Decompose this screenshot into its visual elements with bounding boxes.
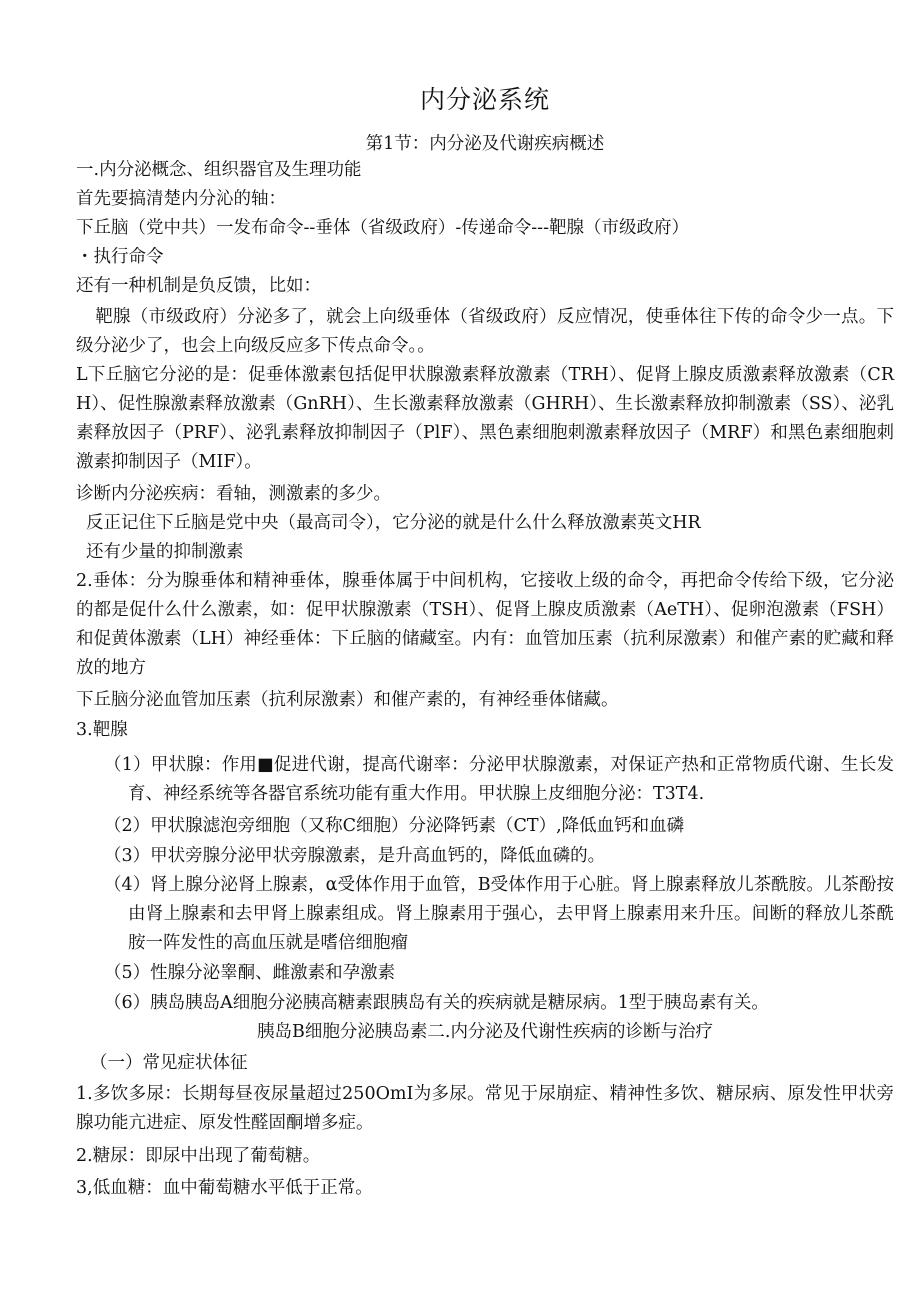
heading-endocrine-concepts: 一.内分泌概念、组织器官及生理功能 [76, 160, 362, 180]
text-line: 反正记住下丘脑是党中央（最高司令），它分泌的就是什么什么释放激素英文HR [86, 513, 701, 533]
list-item-adrenal: （4）肾上腺分泌肾上腺素，α受体作用于血管，B受体作用于心脏。肾上腺素释放儿茶酰胺。儿茶酚按由肾上腺素和去甲肾上腺素组成。肾上腺素用于强心，去甲肾上腺素用来升压。间断的释放儿茶酰胺一阵发性的高血压就是嗜倍细胞瘤 [104, 875, 894, 953]
paragraph-hypothalamus: L下丘脑它分泌的是：促垂体激素包括促甲状腺激素释放激素（TRH）、促肾上腺皮质激素释放激素（CRH）、促性腺激素释放激素（GnRH）、生长激素释放激素（GHRH）、生长激素释放抑制激素（SS）、泌乳素释放因子（PRF）、泌乳素释放抑制因子（PlF）、黑色素细胞刺激素释放因子（MRF）和黑色素细胞刺激素抑制因子（MIF）。 [76, 365, 894, 472]
text-line: 下丘脑（党中共）一发布命令--垂体（省级政府）-传递命令---靶腺（市级政府） [76, 218, 689, 238]
list-item-gonad: （5）性腺分泌睾酮、雌激素和孕激素 [104, 963, 396, 983]
paragraph-pituitary: 2.垂体：分为腺垂体和精神垂体，腺垂体属于中间机构，它接收上级的命令，再把命令传给下级，它分泌的都是促什么什么激素，如：促甲状腺激素（TSH）、促肾上腺皮质激素（AeTH）、促卵泡激素（FSH）和促黄体激素（LH）神经垂体：下丘脑的储藏室。内有：血管加压素（抗利尿激素）和催产素的贮藏和释放的地方 [76, 571, 894, 678]
text-line: 2.糖尿：即尿中出现了葡萄糖。 [76, 1146, 321, 1166]
text-line: 首先要搞清楚内分沁的轴： [76, 189, 286, 209]
paragraph-polyuria: 1.多饮多尿：长期每昼夜尿量超过250OmI为多尿。常见于尿崩症、精神性多饮、糖尿病、原发性甲状旁腺功能亢进症、原发性醛固酮增多症。 [76, 1084, 894, 1133]
section-heading: 第1节：内分泌及代谢疾病概述 [365, 134, 605, 154]
text-line: 诊断内分泌疾病：看轴，测激素的多少。 [76, 484, 391, 504]
text-line: 还有少量的抑制激素 [86, 542, 244, 562]
paragraph-negative-feedback: 靶腺（市级政府）分泌多了，就会上向级垂体（省级政府）反应情况，使垂体往下传的命令少一点。下级分泌少了，也会上向级反应多下传点命令。。 [76, 307, 894, 356]
heading-common-symptoms: （一）常见症状体征 [90, 1053, 248, 1073]
text-line: 胰岛B细胞分泌胰岛素二.内分泌及代谢性疾病的诊断与治疗 [257, 1022, 713, 1042]
list-item-thyroid: （1）甲状腺：作用■促进代谢，提高代谢率：分泌甲状腺激素，对保证产热和正常物质代谢、生长发育、神经系统等各器官系统功能有重大作用。甲状腺上皮细胞分泌：T3T4. [104, 755, 894, 804]
list-item-pancreatic-islet: （6）胰岛胰岛A细胞分泌胰高糖素跟胰岛有关的疾病就是糖尿病。1型于胰岛素有关。 [104, 993, 769, 1013]
text-line: 下丘脑分泌血管加压素（抗利尿激素）和催产素的，有神经垂体储藏。 [76, 690, 619, 710]
list-item-parathyroid: （3）甲状旁腺分泌甲状旁腺激素，是升高血钙的，降低血磷的。 [104, 846, 606, 866]
text-line: ・执行命令 [76, 247, 164, 267]
list-item-parafollicular: （2）甲状腺滤泡旁细胞（又称C细胞）分泌降钙素（CT）,降低血钙和血磷 [104, 816, 685, 836]
page-title: 内分泌系统 [419, 85, 550, 114]
text-line: 3,低血糖：血中葡萄糖水平低于正常。 [76, 1178, 373, 1198]
text-line: 还有一种机制是负反馈，比如： [76, 276, 321, 296]
heading-target-glands: 3.靶腺 [76, 720, 128, 740]
